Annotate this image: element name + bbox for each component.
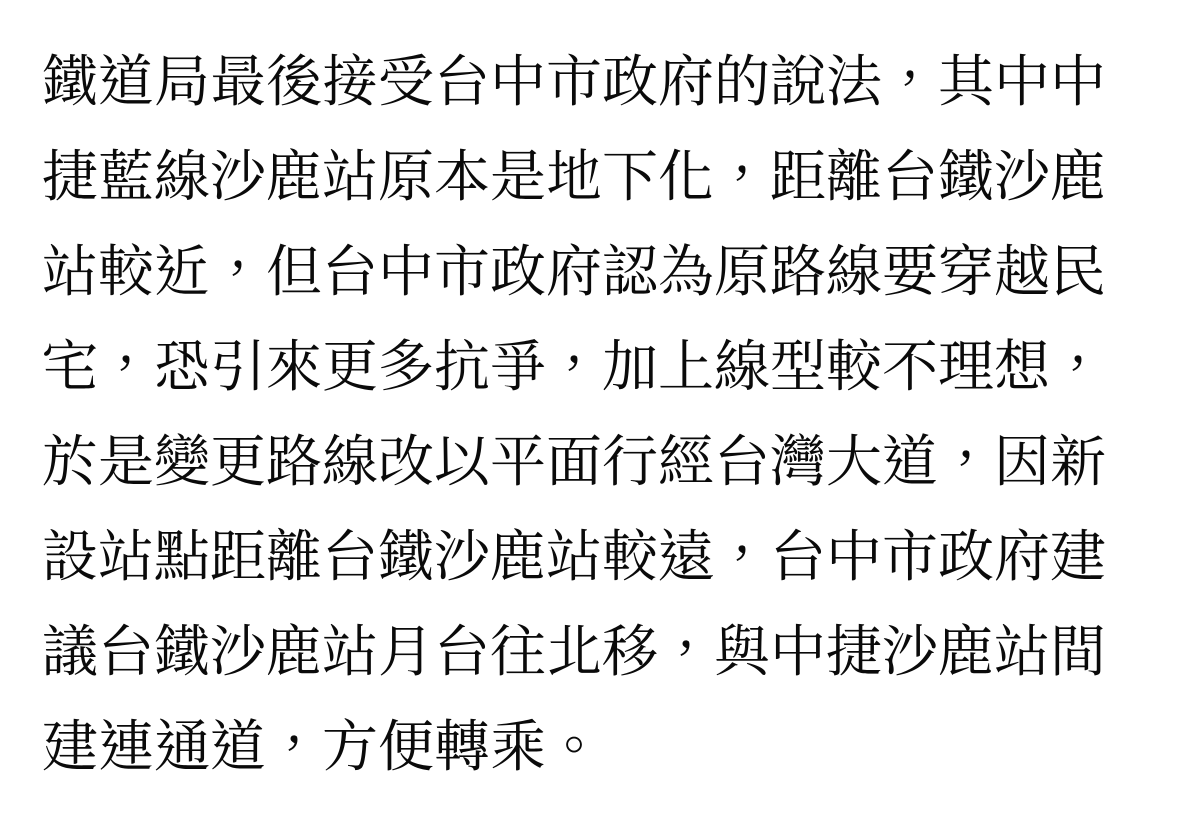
text-line-7: 議台鐵沙鹿站月台往北移，與中捷沙鹿站間 bbox=[42, 620, 1106, 683]
paragraph bbox=[42, 34, 1139, 794]
text-line-3: 站較近，但台中市政府認為原路線要穿越民 bbox=[42, 240, 1106, 303]
text-line-4: 宅，恐引來更多抗爭，加上線型較不理想， bbox=[42, 335, 1106, 398]
text-line-6: 設站點距離台鐵沙鹿站較遠，台中市政府建 bbox=[42, 525, 1106, 588]
text-line-8: 建連通道，方便轉乘。 bbox=[42, 715, 602, 778]
text-line-5: 於是變更路線改以平面行經台灣大道，因新 bbox=[42, 430, 1106, 493]
text-line-1: 鐵道局最後接受台中市政府的說法，其中中 bbox=[42, 50, 1106, 113]
text-line-2: 捷藍線沙鹿站原本是地下化，距離台鐵沙鹿 bbox=[42, 145, 1106, 208]
